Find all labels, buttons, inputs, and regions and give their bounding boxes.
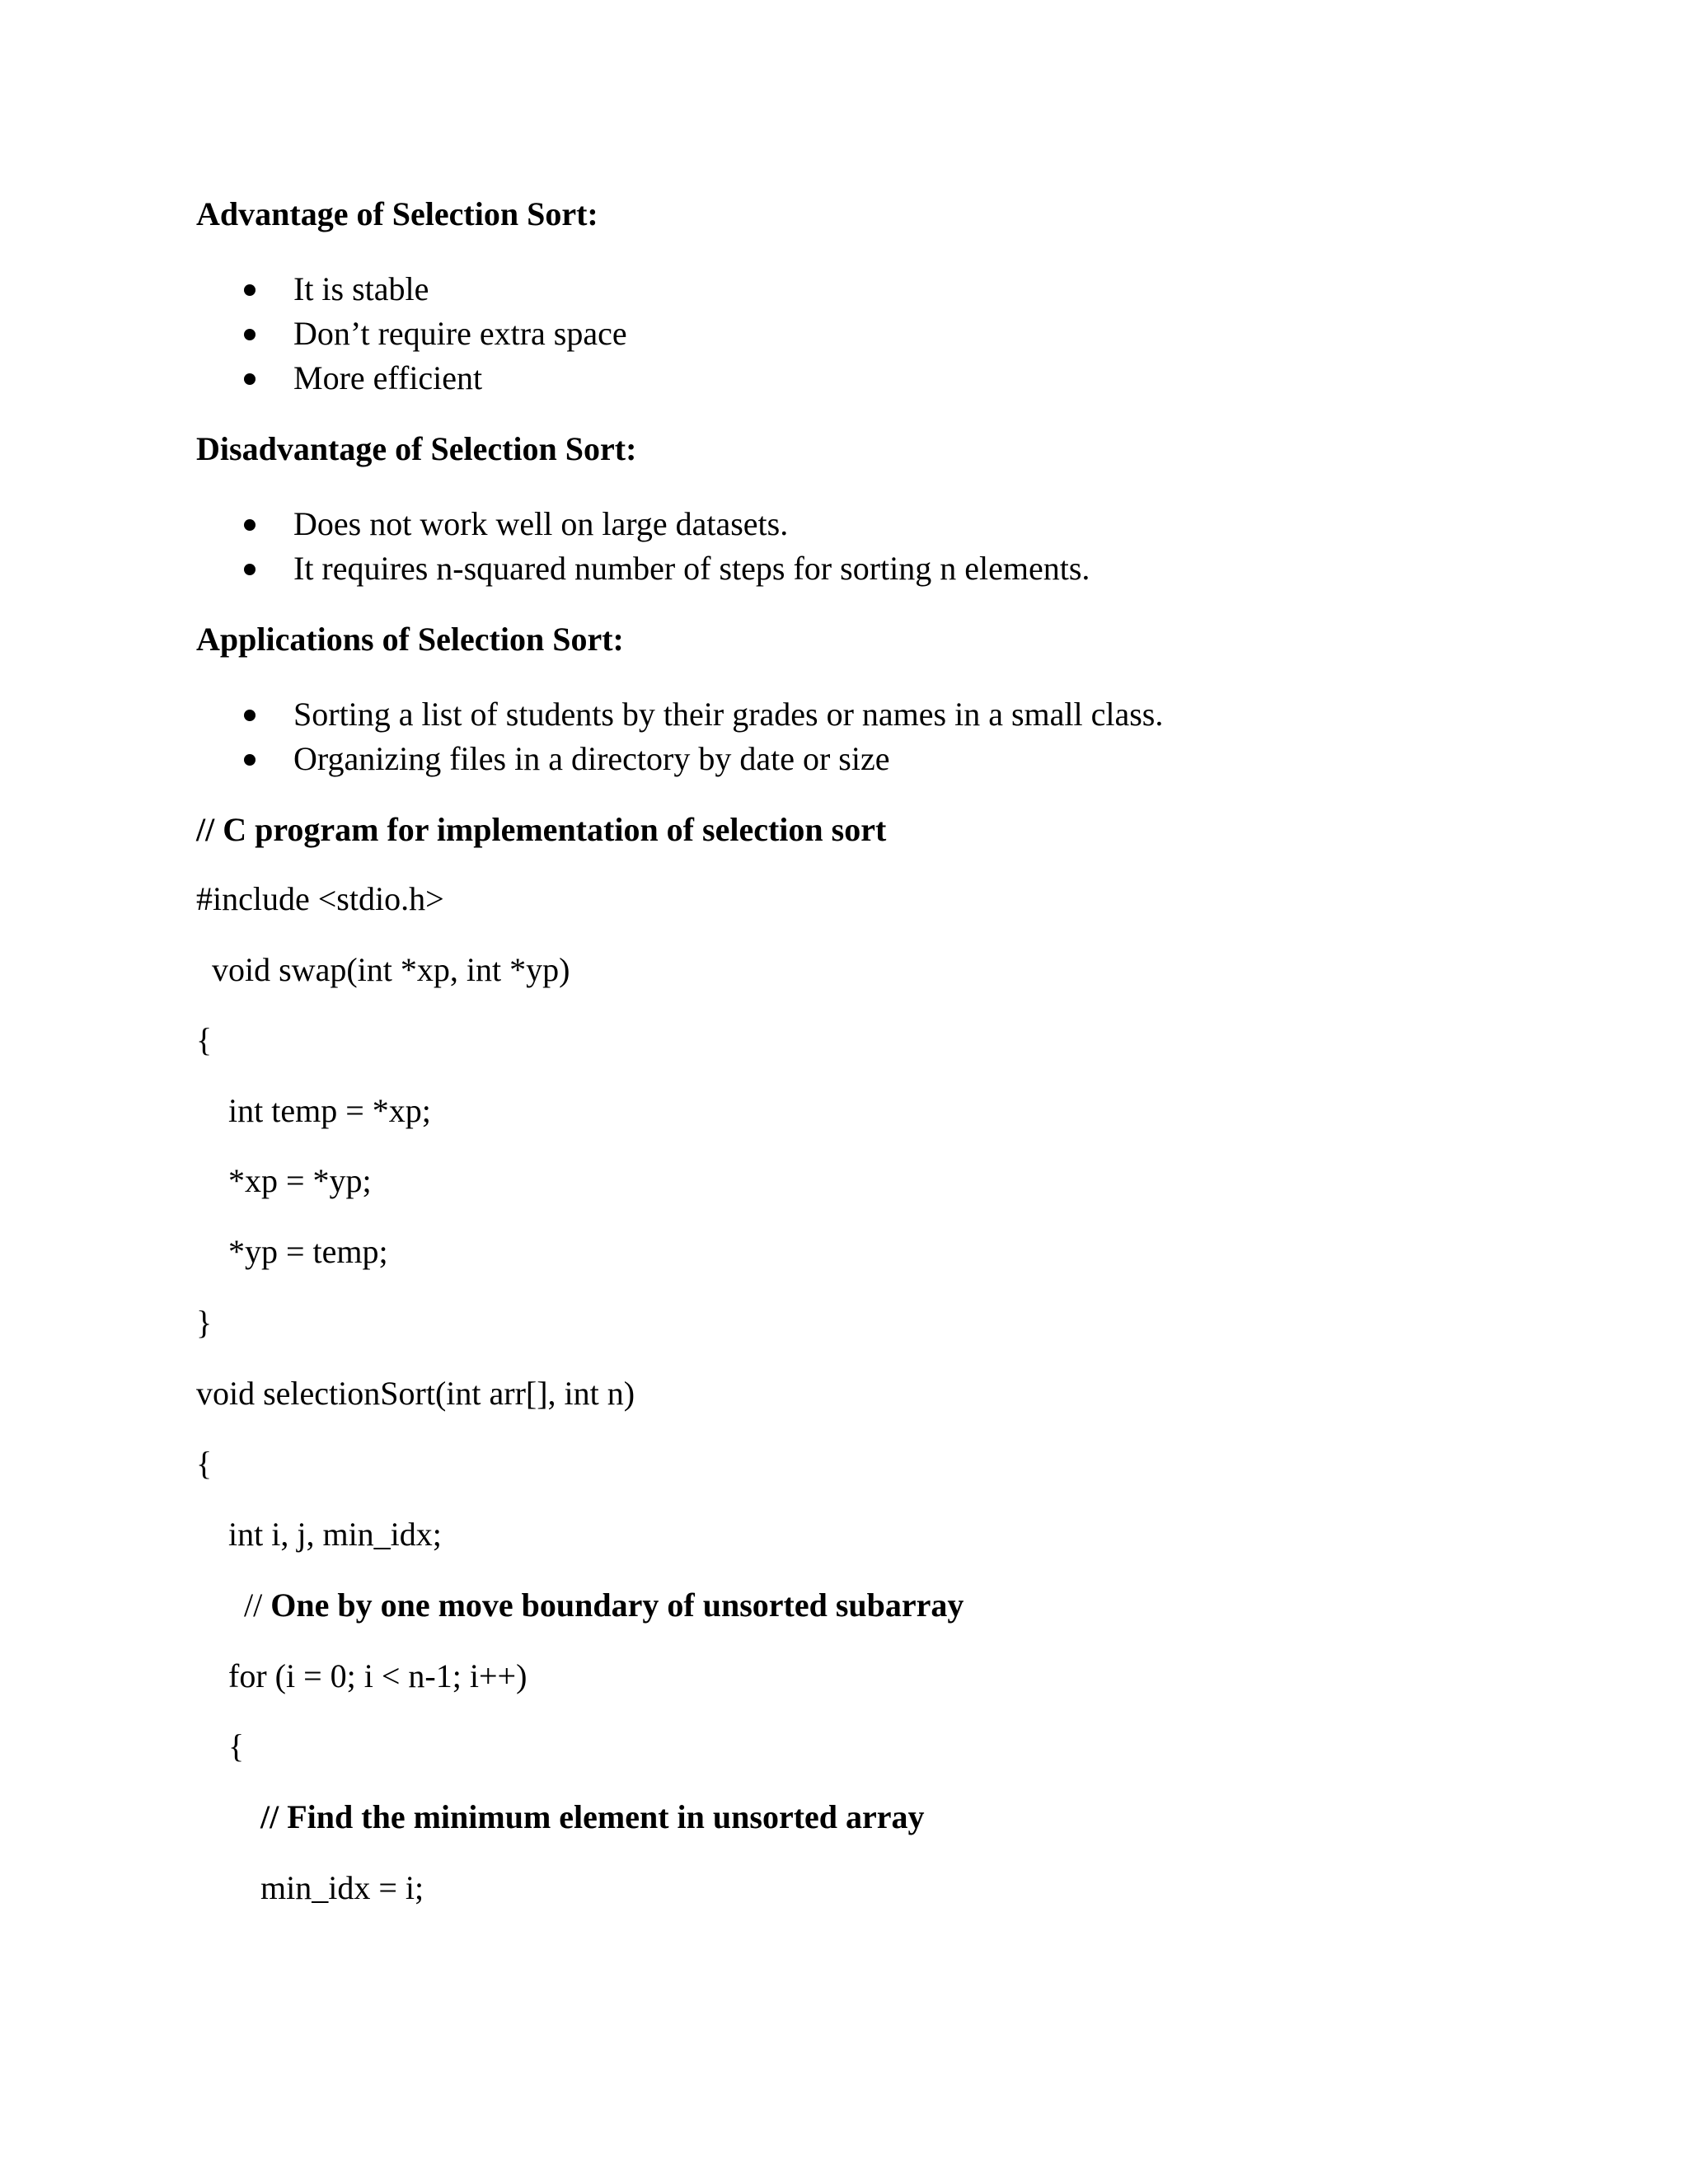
bullet-icon <box>244 373 256 385</box>
advantage-item-1: It is stable <box>293 270 429 307</box>
disadvantage-item-1: Does not work well on large datasets. <box>293 505 789 542</box>
disadvantage-heading: Disadvantage of Selection Sort: <box>196 430 637 467</box>
bullet-icon <box>244 754 256 766</box>
code-title-comment: // C program for implementation of selection sort <box>196 811 887 848</box>
code-include-line: #include <stdio.h> <box>196 880 444 917</box>
comment-text: One by one move boundary of unsorted subarray <box>270 1586 964 1624</box>
code-for-line: for (i = 0; i < n-1; i++) <box>228 1657 528 1694</box>
code-open-brace: { <box>228 1727 245 1765</box>
code-swap-line: int temp = *xp; <box>228 1092 431 1129</box>
code-swap-line: *xp = *yp; <box>228 1162 372 1199</box>
code-open-brace: { <box>196 1445 213 1482</box>
bullet-icon <box>244 710 256 721</box>
code-comment-min: // Find the minimum element in unsorted array <box>260 1798 925 1835</box>
code-sort-signature: void selectionSort(int arr[], int n) <box>196 1375 635 1412</box>
code-open-brace: { <box>196 1021 213 1058</box>
advantage-heading: Advantage of Selection Sort: <box>196 195 598 232</box>
advantage-item-3: More efficient <box>293 359 483 396</box>
bullet-icon <box>244 564 256 575</box>
code-decl-line: int i, j, min_idx; <box>228 1516 442 1553</box>
code-swap-signature: void swap(int *xp, int *yp) <box>212 951 570 988</box>
disadvantage-item-2: It requires n-squared number of steps for sorting n elements. <box>293 550 1090 587</box>
code-swap-line: *yp = temp; <box>228 1233 388 1270</box>
code-close-brace: } <box>196 1304 213 1341</box>
bullet-icon <box>244 329 256 340</box>
applications-item-1: Sorting a list of students by their grades or names in a small class. <box>293 696 1164 733</box>
applications-heading: Applications of Selection Sort: <box>196 621 624 658</box>
advantage-item-2: Don’t require extra space <box>293 315 627 352</box>
bullet-icon <box>244 284 256 296</box>
code-min-idx-line: min_idx = i; <box>260 1869 424 1906</box>
bullet-icon <box>244 519 256 531</box>
comment-prefix: // <box>244 1586 271 1624</box>
code-comment-boundary <box>244 1586 964 1624</box>
applications-item-2: Organizing files in a directory by date or size <box>293 740 890 777</box>
